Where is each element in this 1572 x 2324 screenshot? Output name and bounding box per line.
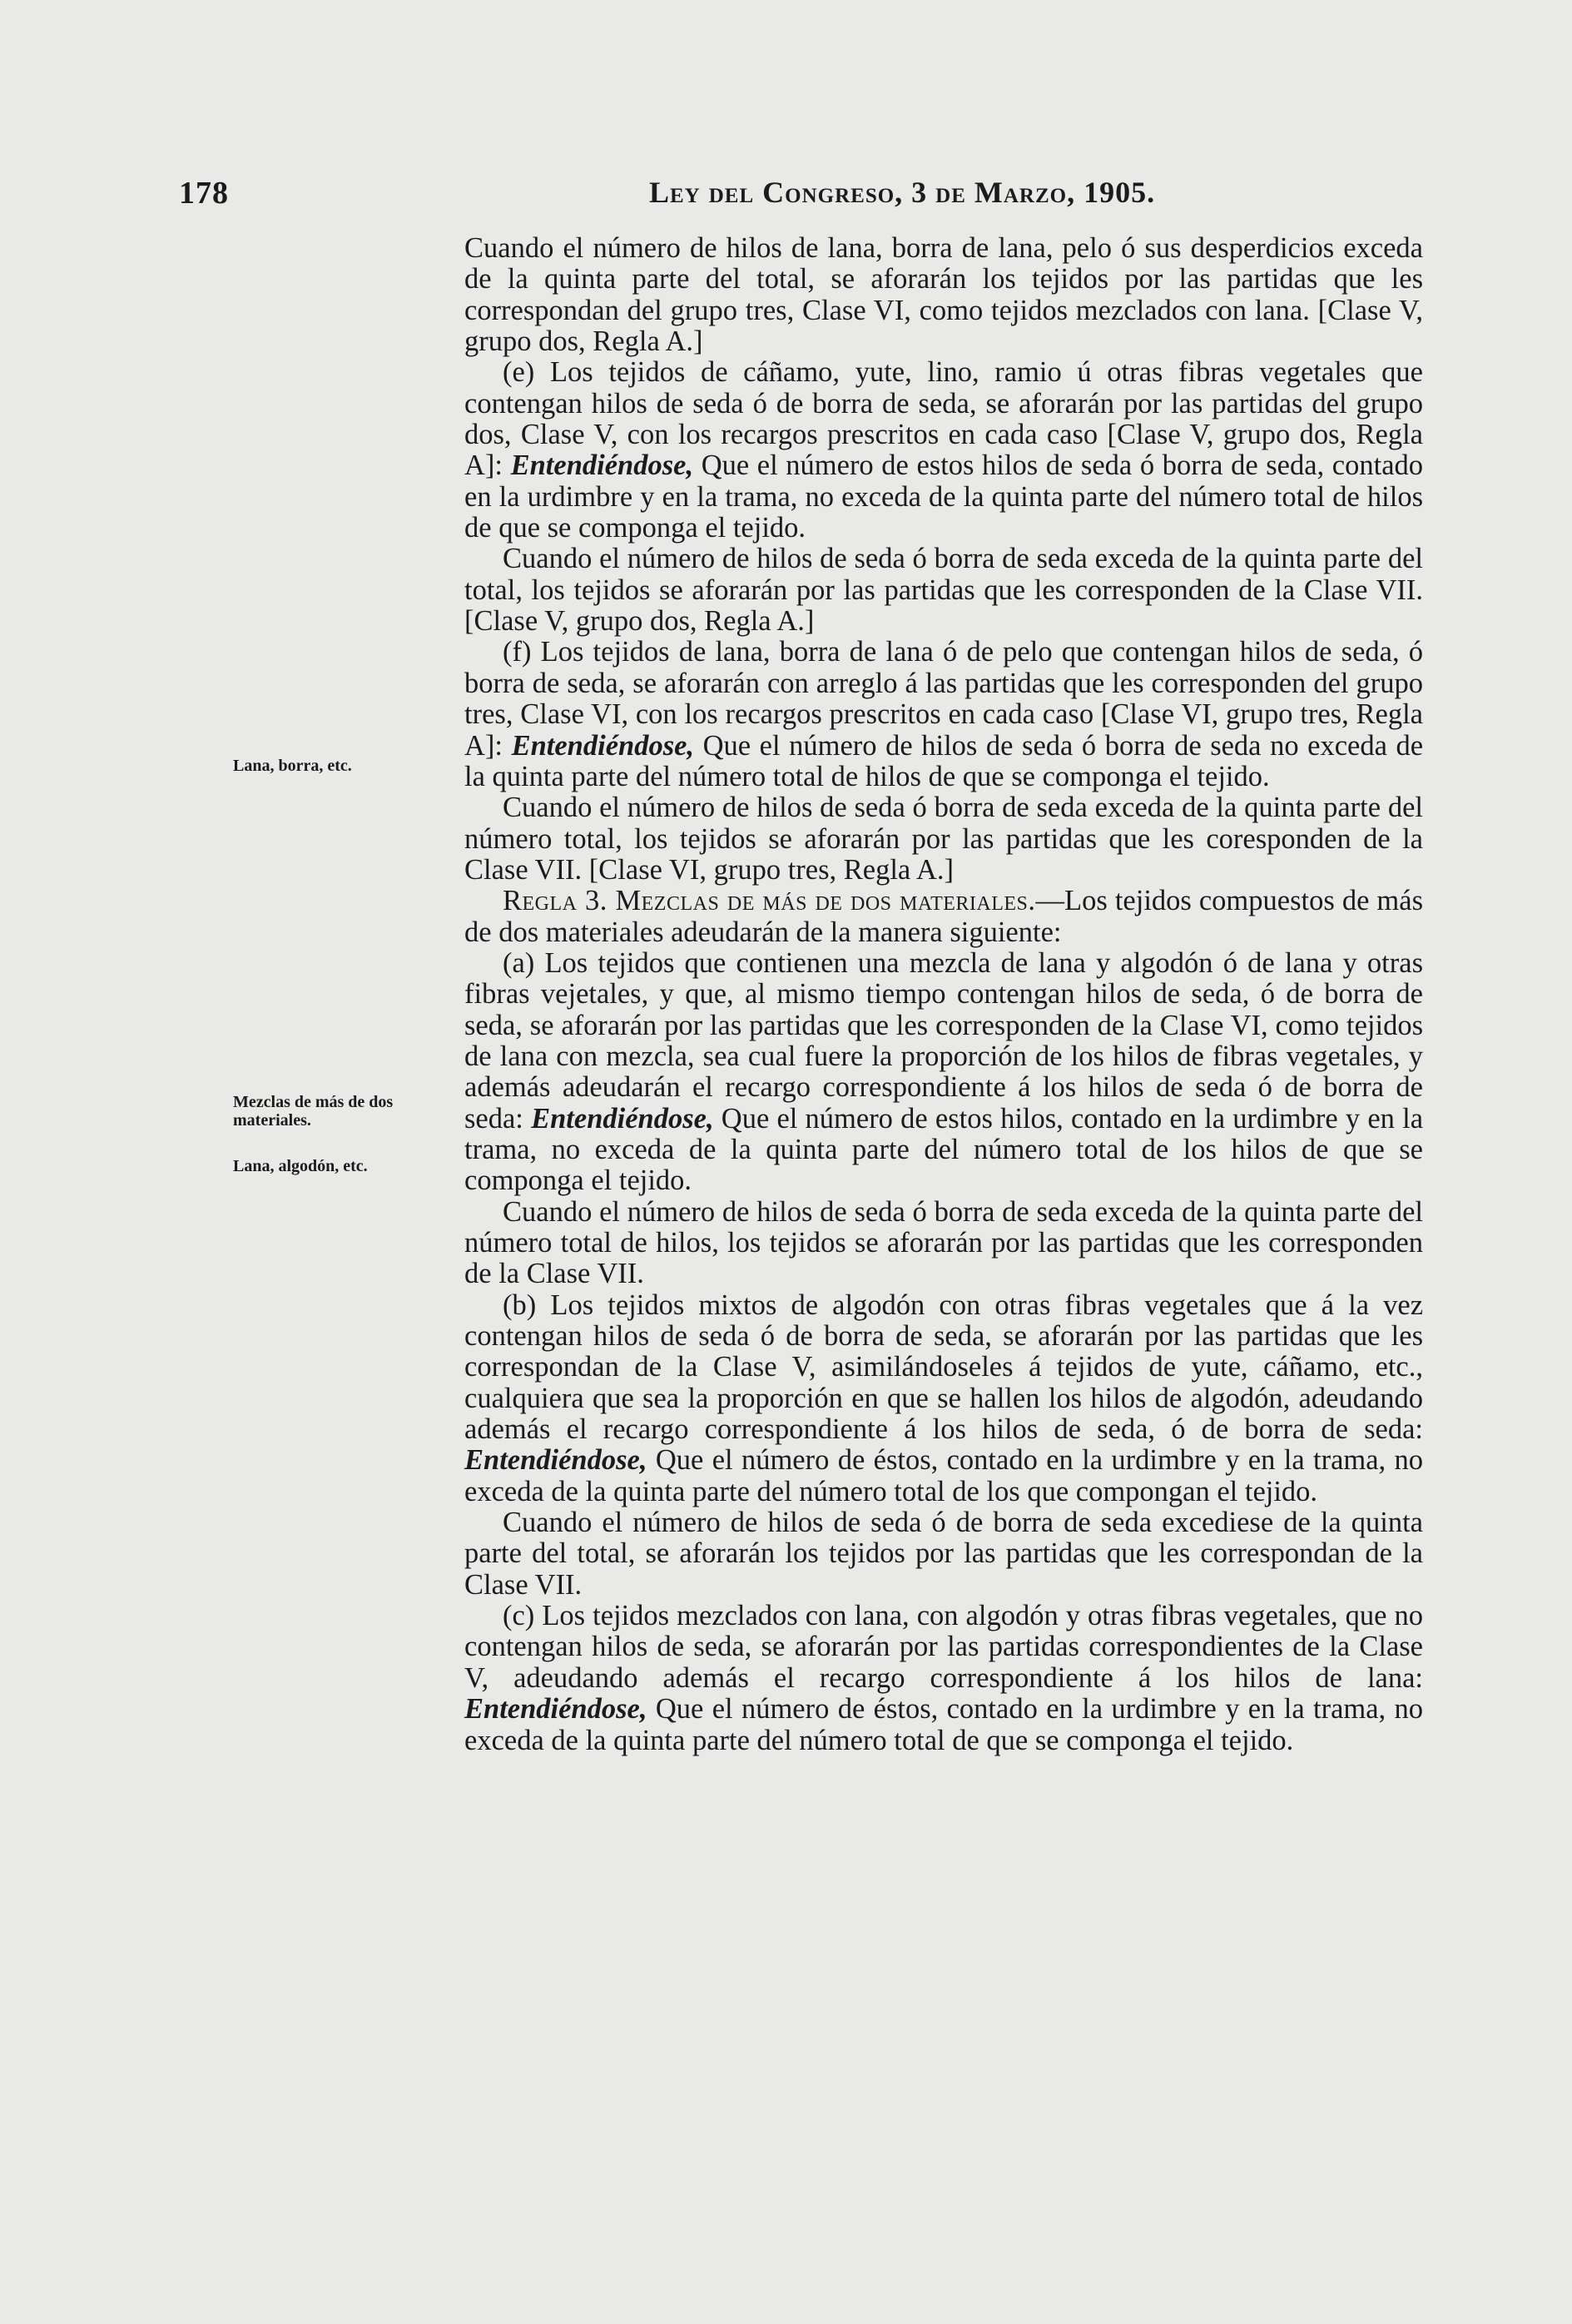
paragraph: Cuando el número de hilos de seda ó de borra de seda excediese de la quinta parte del total, se aforarán los tejidos por las partidas que les correspondan de la Clase VII.	[464, 1507, 1423, 1601]
paragraph: Cuando el número de hilos de seda ó borra de seda exceda de la quinta parte del número total de hilos, los tejidos se aforarán por las partidas que les corresponden de la Clase VII.	[464, 1195, 1423, 1290]
margin-note-lana-borra: Lana, borra, etc.	[233, 757, 352, 775]
paragraph-c	[464, 1601, 1423, 1756]
emphasis-text: Entendiéndose,	[464, 1444, 647, 1477]
paragraph: Cuando el número de hilos de lana, borra de lana, pelo ó sus desperdicios exceda de la quinta parte del total, se aforarán los tejidos por las partidas que les correspondan del grupo tres, Clase VI, como tejidos mezclados con lana. [Clase V, grupo dos, Regla A.]	[464, 232, 1423, 358]
clause-text: Que el número de hilos de seda ó borra de seda no exceda de la quinta parte del número total de hilos de que se componga el tejido.	[464, 729, 1424, 792]
paragraph-regla-3	[464, 886, 1423, 948]
clause-text: Los tejidos mixtos de algodón con otras fibras vegetales que á la vez contengan hilos de seda ó de borra de seda, se aforarán por las partidas que les correspondan de la Clase V, asimilándoseles á tejidos de yute, cáñamo, etc., cualquiera que sea la proporción en que se hallen los hilos de algodón, adeudando además el recargo correspondiente á los hilos de seda, ó de borra de seda:	[464, 1289, 1424, 1446]
paragraph-b	[464, 1290, 1423, 1507]
paragraph: Cuando el número de hilos de seda ó borra de seda exceda de la quinta parte del total, los tejidos se aforarán por las partidas que les corresponden de la Clase VII. [Clase V, grupo dos, Regla A.]	[464, 543, 1423, 638]
page-header	[0, 175, 1572, 216]
emphasis-text: Entendiéndose,	[511, 729, 695, 762]
clause-text: Que el número de éstos, contado en la urdimbre y en la trama, no exceda de la quinta parte del número total de los que compongan el tejido.	[464, 1444, 1424, 1507]
clause-text: Los tejidos que contienen una mezcla de lana y algodón ó de lana y otras fibras vejetales, y que, al mismo tiempo contengan hilos de seda, ó de borra de seda, se aforarán por las partidas que les corresponden de la Clase VI, como tejidos de lana con mezcla, sea cual fuere la proporción de los hilos de fibras vegetales, y además adeudarán el recargo correspondiente á los hilos de seda ó de borra de seda:	[464, 946, 1423, 1135]
clause-label: (a)	[503, 946, 535, 979]
clause-text: Que el número de estos hilos, contado en la urdimbre y en la trama, no exceda de la quinta parte del número total de los hilos de que se componga el tejido.	[464, 1102, 1424, 1197]
body-text	[464, 233, 1423, 1756]
clause-text: Los tejidos de lana, borra de lana ó de pelo que contengan hilos de seda, ó borra de seda, se aforarán con arreglo á las partidas que les corresponden del grupo tres, Clase VI, con los recargos prescritos en cada caso [Clase VI, grupo tres, Regla A]:	[464, 636, 1423, 762]
clause-text: Que el número de éstos, contado en la urdimbre y en la trama, no exceda de la quinta parte del número total de que se componga el tejido.	[464, 1693, 1424, 1756]
paragraph-e	[464, 357, 1423, 544]
running-title: Ley del Congreso, 3 de Marzo, 1905.	[649, 176, 1156, 209]
margin-note-lana-algodon: Lana, algodón, etc.	[233, 1157, 368, 1175]
paragraph-a	[464, 948, 1423, 1197]
clause-text: Que el número de estos hilos de seda ó borra de seda, contado en la urdimbre y en la trama, no exceda de la quinta parte del número total de hilos de que se componga el tejido.	[464, 449, 1424, 544]
rule-text: —Los tejidos compuestos de más de dos materiales adeudarán de la manera siguiente:	[464, 885, 1424, 948]
clause-label: (f)	[503, 636, 532, 668]
clause-label: (c)	[503, 1600, 535, 1632]
page-number: 178	[179, 176, 229, 211]
paragraph: Cuando el número de hilos de seda ó borra de seda exceda de la quinta parte del número total, los tejidos se aforarán por las partidas que les coresponden de la Clase VII. [Clase VI, grupo tres, Regla A.]	[464, 792, 1423, 886]
emphasis-text: Entendiéndose,	[464, 1693, 647, 1726]
clause-label: (e)	[503, 356, 535, 389]
emphasis-text: Entendiéndose,	[531, 1102, 714, 1135]
margin-note-mezclas: Mezclas de más de dos materiales.	[233, 1093, 394, 1130]
emphasis-text: Entendiéndose,	[510, 449, 694, 482]
clause-label: (b)	[503, 1289, 537, 1321]
clause-text: Los tejidos mezclados con lana, con algodón y otras fibras vegetales, que no contengan hilos de seda, se aforarán por las partidas correspondientes de la Clase V, adeudando además el recargo correspondiente á los hilos de lana:	[464, 1600, 1423, 1694]
clause-text: Los tejidos de cáñamo, yute, lino, ramio ú otras fibras vegetales que contengan hilos de seda ó de borra de seda, se aforarán por las partidas del grupo dos, Clase V, con los recargos prescritos en cada caso [Clase V, grupo dos, Regla A]:	[464, 356, 1423, 482]
rule-heading: Regla 3. Mezclas de más de dos materiales.	[503, 885, 1036, 917]
paragraph-f	[464, 637, 1423, 792]
